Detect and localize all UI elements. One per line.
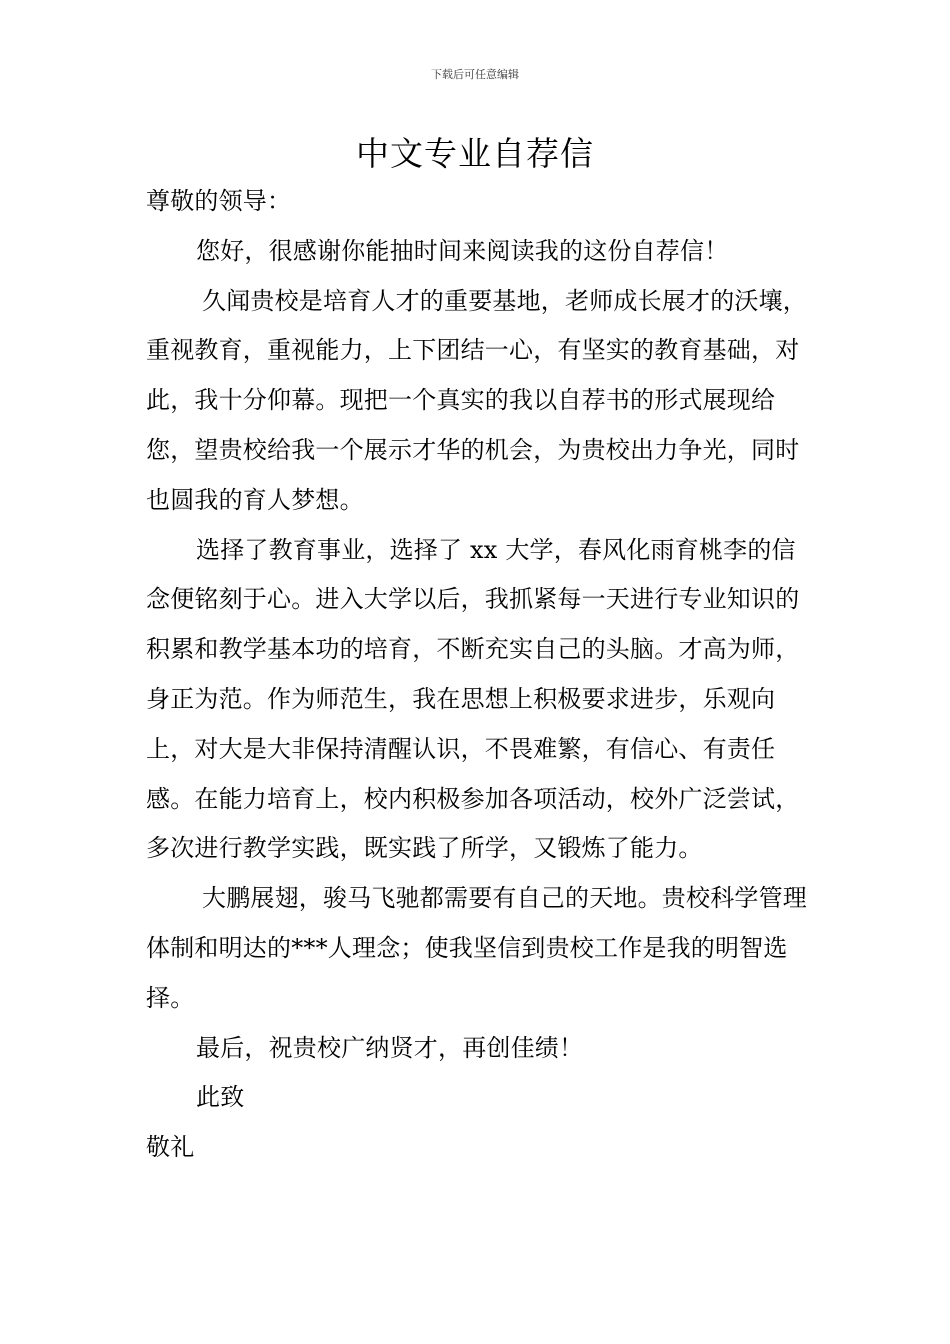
greeting: 您好，很感谢你能抽时间来阅读我的这份自荐信！: [196, 236, 729, 265]
letter-body: [146, 177, 808, 1173]
paragraph-choice: 大鹏展翅，骏马飞驰都需要有自己的天地。贵校科学管理体制和明达的***人理念；使我坚信到贵校工作是我的明智选择。: [146, 884, 807, 1012]
document-title: 中文专业自荐信: [356, 134, 594, 173]
paragraph-education: 选择了教育事业，选择了 xx 大学，春风化雨育桃李的信念便铭刻于心。进入大学以后，我抓紧每一天进行专业知识的积累和教学基本功的培育，不断充实自己的头脑。才高为师，身正为范。作为师范生，我在思想上积极要求进步，乐观向上，对大是大非保持清醒认识，不畏难繁，有信心、有责任感。在能力培育上，校内积极参加各项活动，校外广泛尝试，多次进行教学实践，既实践了所学，又锻炼了能力。: [146, 535, 800, 863]
paragraph-intro: 久闻贵校是培育人才的重要基地，老师成长展才的沃壤，重视教育，重视能力，上下团结一心，有坚实的教育基础，对此，我十分仰幕。现把一个真实的我以自荐书的形式展现给您，望贵校给我一个展示才华的机会，为贵校出力争光，同时也圆我的育人梦想。: [146, 286, 807, 514]
closing-wish: 最后，祝贵校广纳贤才，再创佳绩！: [196, 1033, 584, 1062]
closing-jingli: 敬礼: [146, 1133, 195, 1162]
closing-zhizhi: 此致: [196, 1083, 245, 1112]
header-note: 下载后可任意编辑: [431, 68, 519, 81]
salutation: 尊敬的领导：: [146, 187, 292, 215]
